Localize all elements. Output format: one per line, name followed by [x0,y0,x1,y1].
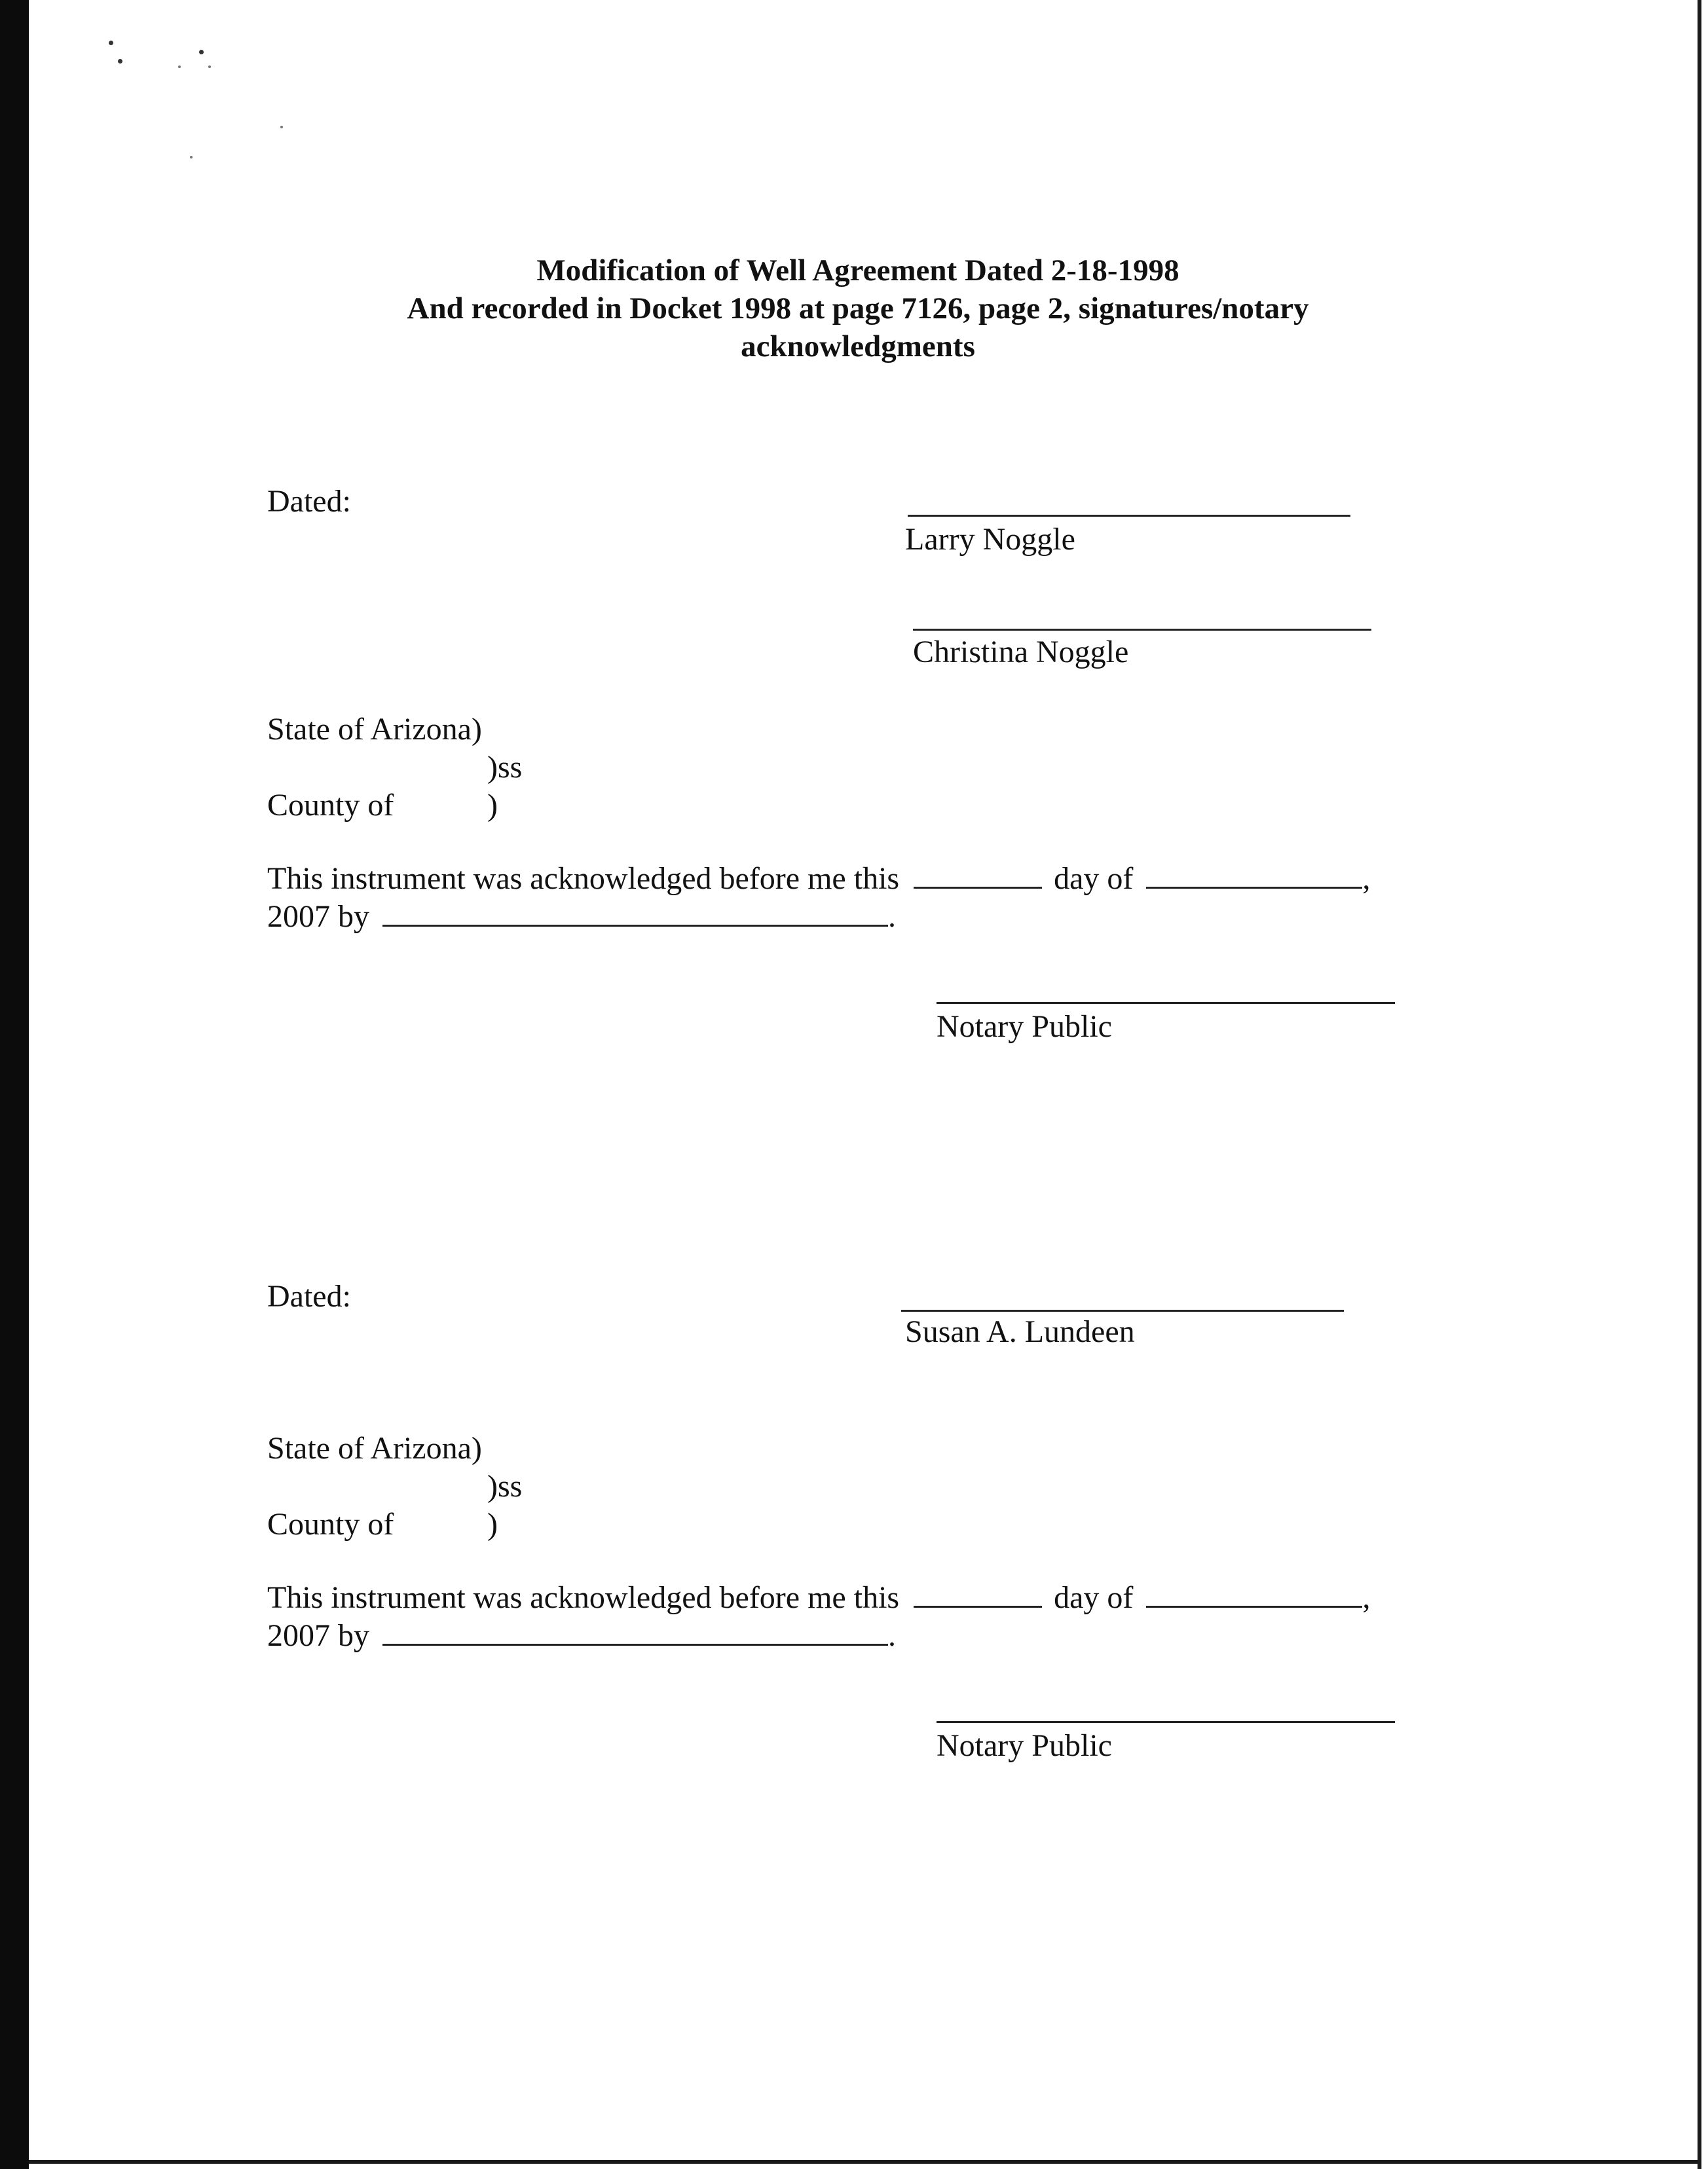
signer-name-christina: Christina Noggle [913,635,1129,669]
ack-text: This instrument was acknowledged before me this [267,861,900,896]
venue-county-label: County of [267,1507,394,1542]
title-line-3: acknowledgments [741,329,975,363]
venue-ss: )ss [487,1469,523,1504]
venue-county-paren: ) [487,1507,498,1542]
ack-period: . [888,1618,896,1653]
ack-day-of: day of [1054,1580,1134,1615]
signer-name-larry: Larry Noggle [905,522,1075,557]
scan-border-bottom [29,2160,1701,2164]
scan-speck [109,41,113,45]
signature-line-larry[interactable] [908,515,1350,517]
ack-day-blank[interactable] [914,1580,1042,1608]
scan-speck [280,126,283,128]
notary-public-label: Notary Public [937,1728,1112,1763]
signature-line-susan[interactable] [901,1310,1344,1312]
ack-comma: , [1362,1580,1371,1615]
notary-public-label: Notary Public [937,1009,1112,1044]
ack-period: . [888,899,896,934]
venue-county-label: County of [267,788,394,823]
scan-speck [118,59,122,64]
signature-line-notary[interactable] [937,1721,1395,1723]
ack-year-by: 2007 by [267,899,369,934]
signature-line-notary[interactable] [937,1002,1395,1004]
acknowledgment-line-2 [267,1618,896,1654]
ack-year-by: 2007 by [267,1618,369,1653]
acknowledgment-line-1 [267,861,1370,897]
scan-border-left [0,0,29,2169]
venue-county-paren: ) [487,788,498,823]
acknowledgment-line-1 [267,1580,1370,1616]
scan-speck [199,50,204,54]
ack-comma: , [1362,861,1371,896]
scan-speck [178,65,181,68]
ack-day-of: day of [1054,861,1134,896]
venue-ss: )ss [487,750,523,785]
scan-border-right [1698,0,1701,2169]
venue-state: State of Arizona) [267,1431,482,1466]
acknowledgment-line-2 [267,899,896,935]
dated-label: Dated: [267,1279,351,1314]
ack-month-blank[interactable] [1146,1580,1362,1608]
ack-name-blank[interactable] [382,1618,888,1646]
dated-label: Dated: [267,484,351,519]
scan-speck [190,156,193,158]
ack-text: This instrument was acknowledged before me this [267,1580,900,1615]
signer-name-susan: Susan A. Lundeen [905,1314,1135,1349]
venue-state: State of Arizona) [267,712,482,747]
ack-name-blank[interactable] [382,899,888,927]
signature-line-christina[interactable] [913,629,1371,631]
title-line-1: Modification of Well Agreement Dated 2-18-1998 [536,253,1179,287]
ack-month-blank[interactable] [1146,861,1362,889]
ack-day-blank[interactable] [914,861,1042,889]
scan-speck [208,65,211,68]
title-line-2: And recorded in Docket 1998 at page 7126, page 2, signatures/notary [407,291,1309,325]
document-title [196,251,1519,365]
